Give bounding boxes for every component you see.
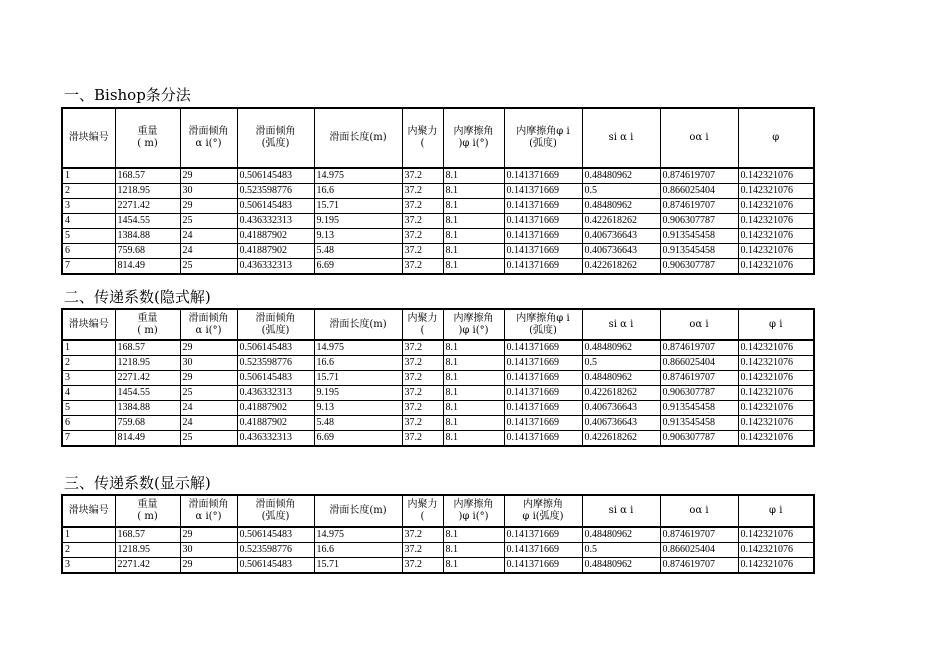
table-cell: 0.874619707 bbox=[660, 558, 738, 574]
table-cell: 0.141371669 bbox=[504, 259, 582, 275]
table-cell: 37.2 bbox=[402, 199, 443, 214]
table-cell: 0.142321076 bbox=[738, 199, 814, 214]
table-cell: 5 bbox=[62, 401, 115, 416]
header-label: 内聚力 bbox=[407, 126, 438, 137]
table-cell: 0.141371669 bbox=[504, 229, 582, 244]
table-row bbox=[62, 431, 814, 447]
table-cell: 37.2 bbox=[402, 386, 443, 401]
table-cell: 0.142321076 bbox=[738, 340, 814, 356]
table-cell: 37.2 bbox=[402, 184, 443, 199]
table-cell: 0.141371669 bbox=[504, 416, 582, 431]
table-cell: 5.48 bbox=[314, 244, 402, 259]
header-sublabel: ( m) bbox=[137, 138, 158, 149]
table-cell: 0.142321076 bbox=[738, 356, 814, 371]
header-label: oα i bbox=[689, 505, 709, 516]
table-cell: 16.6 bbox=[314, 184, 402, 199]
table-cell: 0.142321076 bbox=[738, 244, 814, 259]
table-cell: 0.141371669 bbox=[504, 214, 582, 229]
table-cell: 30 bbox=[180, 356, 237, 371]
header-label: 滑块编号 bbox=[68, 132, 109, 143]
header-label: 滑块编号 bbox=[68, 318, 109, 330]
header-sublabel: (弧度) bbox=[261, 138, 290, 149]
table-cell: 1 bbox=[62, 340, 115, 356]
header-sublabel: (弧度) bbox=[261, 324, 290, 336]
column-header bbox=[443, 495, 504, 527]
table-cell: 0.406736643 bbox=[582, 416, 660, 431]
table-cell: 8.1 bbox=[443, 356, 504, 371]
table-cell: 0.906307787 bbox=[660, 386, 738, 401]
table-cell: 0.906307787 bbox=[660, 214, 738, 229]
table-cell: 29 bbox=[180, 371, 237, 386]
table-cell: 6.69 bbox=[314, 259, 402, 275]
table-cell: 37.2 bbox=[402, 340, 443, 356]
table-cell: 7 bbox=[62, 431, 115, 447]
table-cell: 16.6 bbox=[314, 356, 402, 371]
table-cell: 6 bbox=[62, 416, 115, 431]
table-cell: 0.422618262 bbox=[582, 259, 660, 275]
table-cell: 0.142321076 bbox=[738, 214, 814, 229]
table-cell: 814.49 bbox=[115, 431, 180, 447]
column-header bbox=[237, 495, 314, 527]
table-cell: 0.142321076 bbox=[738, 168, 814, 184]
table-cell: 0.913545458 bbox=[660, 416, 738, 431]
table-cell: 0.523598776 bbox=[237, 543, 314, 558]
header-label: 滑面长度(m) bbox=[329, 132, 387, 143]
table-row bbox=[62, 543, 814, 558]
table-cell: 2 bbox=[62, 184, 115, 199]
column-header bbox=[402, 108, 443, 168]
table-cell: 0.506145483 bbox=[237, 558, 314, 574]
table-cell: 8.1 bbox=[443, 386, 504, 401]
table-cell: 0.866025404 bbox=[660, 356, 738, 371]
table-cell: 1 bbox=[62, 168, 115, 184]
table-cell: 0.874619707 bbox=[660, 340, 738, 356]
table-cell: 0.874619707 bbox=[660, 168, 738, 184]
table-cell: 29 bbox=[180, 527, 237, 543]
table-cell: 37.2 bbox=[402, 244, 443, 259]
table-cell: 9.195 bbox=[314, 386, 402, 401]
table-row bbox=[62, 168, 814, 184]
table-cell: 0.436332313 bbox=[237, 214, 314, 229]
table-cell: 2271.42 bbox=[115, 199, 180, 214]
table-cell: 0.406736643 bbox=[582, 401, 660, 416]
table-cell: 14.975 bbox=[314, 340, 402, 356]
table-cell: 29 bbox=[180, 168, 237, 184]
column-header bbox=[180, 495, 237, 527]
table-cell: 3 bbox=[62, 199, 115, 214]
column-header bbox=[314, 309, 402, 340]
table-cell: 4 bbox=[62, 214, 115, 229]
table-cell: 37.2 bbox=[402, 214, 443, 229]
table-cell: 0.523598776 bbox=[237, 184, 314, 199]
table-row bbox=[62, 401, 814, 416]
table-cell: 0.48480962 bbox=[582, 371, 660, 386]
table-cell: 37.2 bbox=[402, 259, 443, 275]
table-cell: 15.71 bbox=[314, 558, 402, 574]
table-cell: 0.406736643 bbox=[582, 244, 660, 259]
column-header bbox=[660, 495, 738, 527]
table-cell: 3 bbox=[62, 371, 115, 386]
table-cell: 0.142321076 bbox=[738, 386, 814, 401]
table-row bbox=[62, 229, 814, 244]
implicit-transfer-table bbox=[61, 308, 815, 447]
table-cell: 24 bbox=[180, 244, 237, 259]
table-cell: 0.41887902 bbox=[237, 401, 314, 416]
header-label: 内摩擦角 bbox=[453, 126, 494, 137]
table-row bbox=[62, 558, 814, 574]
table-cell: 0.141371669 bbox=[504, 184, 582, 199]
table-cell: 0.5 bbox=[582, 356, 660, 371]
table-cell: 759.68 bbox=[115, 416, 180, 431]
table-row bbox=[62, 214, 814, 229]
table-cell: 2 bbox=[62, 356, 115, 371]
table-row bbox=[62, 371, 814, 386]
header-sublabel: α i(°) bbox=[195, 138, 222, 149]
table-cell: 37.2 bbox=[402, 401, 443, 416]
table-row bbox=[62, 199, 814, 214]
table-cell: 0.913545458 bbox=[660, 401, 738, 416]
table-cell: 814.49 bbox=[115, 259, 180, 275]
table-cell: 0.48480962 bbox=[582, 558, 660, 574]
table-cell: 0.48480962 bbox=[582, 340, 660, 356]
table-cell: 14.975 bbox=[314, 527, 402, 543]
table-cell: 8.1 bbox=[443, 527, 504, 543]
table-cell: 0.141371669 bbox=[504, 401, 582, 416]
column-header bbox=[582, 495, 660, 527]
table-cell: 0.141371669 bbox=[504, 558, 582, 574]
table-cell: 0.506145483 bbox=[237, 527, 314, 543]
table-cell: 759.68 bbox=[115, 244, 180, 259]
column-header bbox=[237, 309, 314, 340]
column-header bbox=[180, 108, 237, 168]
table-cell: 0.866025404 bbox=[660, 543, 738, 558]
column-header bbox=[314, 108, 402, 168]
table-cell: 7 bbox=[62, 259, 115, 275]
table-cell: 8.1 bbox=[443, 214, 504, 229]
table-cell: 15.71 bbox=[314, 371, 402, 386]
table-cell: 3 bbox=[62, 558, 115, 574]
table-cell: 37.2 bbox=[402, 431, 443, 447]
header-sublabel: (弧度) bbox=[261, 511, 290, 522]
header-label: 滑面倾角 bbox=[188, 312, 229, 324]
table-cell: 0.41887902 bbox=[237, 244, 314, 259]
table-cell: 8.1 bbox=[443, 168, 504, 184]
table-cell: 0.141371669 bbox=[504, 543, 582, 558]
table-cell: 8.1 bbox=[443, 259, 504, 275]
header-label: si α i bbox=[608, 505, 634, 516]
table-cell: 0.5 bbox=[582, 543, 660, 558]
header-label: 内聚力 bbox=[407, 499, 438, 510]
table-cell: 0.874619707 bbox=[660, 371, 738, 386]
table-cell: 0.142321076 bbox=[738, 558, 814, 574]
table-cell: 0.506145483 bbox=[237, 371, 314, 386]
table-cell: 0.422618262 bbox=[582, 214, 660, 229]
table-cell: 0.141371669 bbox=[504, 244, 582, 259]
table-cell: 14.975 bbox=[314, 168, 402, 184]
table-cell: 168.57 bbox=[115, 527, 180, 543]
table-row bbox=[62, 259, 814, 275]
header-sublabel: φ i(弧度) bbox=[522, 511, 564, 522]
column-header bbox=[738, 108, 814, 168]
table-cell: 30 bbox=[180, 543, 237, 558]
header-label: 滑面倾角 bbox=[255, 126, 296, 137]
header-label: 滑面倾角 bbox=[188, 126, 229, 137]
table-cell: 37.2 bbox=[402, 558, 443, 574]
header-sublabel: )φ i(°) bbox=[458, 511, 489, 522]
table-row bbox=[62, 416, 814, 431]
table-cell: 0.422618262 bbox=[582, 386, 660, 401]
header-label: si α i bbox=[608, 132, 634, 143]
table-cell: 1384.88 bbox=[115, 401, 180, 416]
table-cell: 37.2 bbox=[402, 356, 443, 371]
table-cell: 1384.88 bbox=[115, 229, 180, 244]
header-sublabel: (弧度) bbox=[529, 324, 557, 336]
table-cell: 0.141371669 bbox=[504, 356, 582, 371]
column-header bbox=[443, 309, 504, 340]
header-row bbox=[62, 495, 814, 527]
table-cell: 0.141371669 bbox=[504, 199, 582, 214]
header-sublabel: α i(°) bbox=[195, 511, 222, 522]
header-label: φ bbox=[772, 132, 780, 143]
table-row bbox=[62, 184, 814, 199]
header-label: 滑面长度(m) bbox=[329, 505, 387, 516]
table-cell: 16.6 bbox=[314, 543, 402, 558]
table-cell: 29 bbox=[180, 558, 237, 574]
explicit-transfer-table bbox=[61, 494, 815, 574]
column-header bbox=[115, 309, 180, 340]
table-cell: 37.2 bbox=[402, 229, 443, 244]
table-cell: 1218.95 bbox=[115, 356, 180, 371]
header-label: φ i bbox=[769, 505, 783, 516]
table-cell: 25 bbox=[180, 214, 237, 229]
table-cell: 37.2 bbox=[402, 416, 443, 431]
header-label: 内聚力 bbox=[407, 312, 438, 324]
table-cell: 0.906307787 bbox=[660, 259, 738, 275]
table-cell: 0.141371669 bbox=[504, 340, 582, 356]
table-cell: 0.506145483 bbox=[237, 168, 314, 184]
table-cell: 8.1 bbox=[443, 431, 504, 447]
table-row bbox=[62, 244, 814, 259]
table-cell: 0.142321076 bbox=[738, 184, 814, 199]
column-header bbox=[582, 309, 660, 340]
table-cell: 0.142321076 bbox=[738, 229, 814, 244]
header-sublabel: ( bbox=[420, 324, 425, 336]
table-cell: 24 bbox=[180, 401, 237, 416]
table-cell: 9.195 bbox=[314, 214, 402, 229]
table-cell: 9.13 bbox=[314, 401, 402, 416]
header-sublabel: )φ i(°) bbox=[458, 324, 489, 336]
header-label: 滑面倾角 bbox=[255, 312, 296, 324]
table-cell: 0.913545458 bbox=[660, 229, 738, 244]
table-cell: 8.1 bbox=[443, 244, 504, 259]
table-cell: 2271.42 bbox=[115, 371, 180, 386]
table-cell: 0.436332313 bbox=[237, 431, 314, 447]
table-cell: 6.69 bbox=[314, 431, 402, 447]
header-label: 滑面长度(m) bbox=[329, 318, 387, 330]
column-header bbox=[402, 495, 443, 527]
table-cell: 6 bbox=[62, 244, 115, 259]
table-cell: 0.436332313 bbox=[237, 386, 314, 401]
table-row bbox=[62, 386, 814, 401]
table-cell: 0.906307787 bbox=[660, 431, 738, 447]
table-cell: 0.142321076 bbox=[738, 431, 814, 447]
column-header bbox=[62, 495, 115, 527]
column-header bbox=[314, 495, 402, 527]
header-label: 内摩擦角 bbox=[453, 499, 494, 510]
table-cell: 0.141371669 bbox=[504, 431, 582, 447]
column-header bbox=[582, 108, 660, 168]
table-cell: 37.2 bbox=[402, 543, 443, 558]
column-header bbox=[115, 495, 180, 527]
table-cell: 0.874619707 bbox=[660, 199, 738, 214]
bishop-table bbox=[61, 107, 815, 275]
table-cell: 0.436332313 bbox=[237, 259, 314, 275]
column-header bbox=[115, 108, 180, 168]
table-cell: 25 bbox=[180, 259, 237, 275]
table-cell: 30 bbox=[180, 184, 237, 199]
table-cell: 37.2 bbox=[402, 527, 443, 543]
table-cell: 8.1 bbox=[443, 340, 504, 356]
table-cell: 0.142321076 bbox=[738, 543, 814, 558]
table-cell: 0.406736643 bbox=[582, 229, 660, 244]
table-cell: 25 bbox=[180, 386, 237, 401]
table-cell: 0.141371669 bbox=[504, 527, 582, 543]
header-sublabel: α i(°) bbox=[195, 324, 222, 336]
header-sublabel: )φ i(°) bbox=[458, 138, 489, 149]
table-row bbox=[62, 356, 814, 371]
table-cell: 1454.55 bbox=[115, 214, 180, 229]
table-cell: 8.1 bbox=[443, 416, 504, 431]
table-cell: 1454.55 bbox=[115, 386, 180, 401]
table-cell: 0.913545458 bbox=[660, 244, 738, 259]
table-cell: 0.874619707 bbox=[660, 527, 738, 543]
table-cell: 4 bbox=[62, 386, 115, 401]
section-title-explicit: 三、传递系数(显示解) bbox=[64, 474, 211, 492]
table-cell: 0.523598776 bbox=[237, 356, 314, 371]
table-cell: 24 bbox=[180, 229, 237, 244]
header-sublabel: ( m) bbox=[137, 324, 158, 336]
table-cell: 0.142321076 bbox=[738, 401, 814, 416]
column-header bbox=[504, 495, 582, 527]
header-sublabel: ( m) bbox=[137, 511, 158, 522]
table-cell: 0.142321076 bbox=[738, 527, 814, 543]
column-header bbox=[443, 108, 504, 168]
table-cell: 1218.95 bbox=[115, 543, 180, 558]
table-cell: 24 bbox=[180, 416, 237, 431]
table-cell: 0.41887902 bbox=[237, 416, 314, 431]
table-cell: 8.1 bbox=[443, 229, 504, 244]
section-title-bishop: 一、Bishop条分法 bbox=[64, 86, 191, 104]
table-cell: 8.1 bbox=[443, 543, 504, 558]
header-label: oα i bbox=[689, 132, 709, 143]
header-label: 滑面倾角 bbox=[255, 499, 296, 510]
table-cell: 0.866025404 bbox=[660, 184, 738, 199]
table-cell: 9.13 bbox=[314, 229, 402, 244]
header-label: 滑面倾角 bbox=[188, 499, 229, 510]
header-label: φ i bbox=[769, 318, 783, 330]
header-row bbox=[62, 108, 814, 168]
column-header bbox=[62, 309, 115, 340]
table-cell: 0.142321076 bbox=[738, 259, 814, 275]
table-cell: 2271.42 bbox=[115, 558, 180, 574]
header-label: 重量 bbox=[137, 312, 158, 324]
table-cell: 0.142321076 bbox=[738, 416, 814, 431]
table-cell: 15.71 bbox=[314, 199, 402, 214]
header-label: 内摩擦角φ i bbox=[516, 126, 570, 137]
table-cell: 37.2 bbox=[402, 371, 443, 386]
table-cell: 37.2 bbox=[402, 168, 443, 184]
header-label: 内摩擦角 bbox=[453, 312, 494, 324]
table-cell: 0.506145483 bbox=[237, 199, 314, 214]
header-label: 滑块编号 bbox=[68, 505, 109, 516]
column-header bbox=[738, 495, 814, 527]
table-cell: 0.506145483 bbox=[237, 340, 314, 356]
table-cell: 0.41887902 bbox=[237, 229, 314, 244]
table-cell: 8.1 bbox=[443, 401, 504, 416]
column-header bbox=[62, 108, 115, 168]
table-row bbox=[62, 340, 814, 356]
table-cell: 168.57 bbox=[115, 168, 180, 184]
header-label: 内摩擦角φ i bbox=[516, 312, 570, 324]
column-header bbox=[504, 108, 582, 168]
table-cell: 5 bbox=[62, 229, 115, 244]
header-sublabel: ( bbox=[420, 511, 425, 522]
table-cell: 0.141371669 bbox=[504, 371, 582, 386]
table-cell: 25 bbox=[180, 431, 237, 447]
table-cell: 8.1 bbox=[443, 184, 504, 199]
header-sublabel: ( bbox=[420, 138, 425, 149]
header-label: 重量 bbox=[137, 126, 158, 137]
table-cell: 0.422618262 bbox=[582, 431, 660, 447]
table-cell: 0.142321076 bbox=[738, 371, 814, 386]
table-cell: 0.5 bbox=[582, 184, 660, 199]
header-label: 内摩擦角 bbox=[523, 499, 563, 510]
table-cell: 0.48480962 bbox=[582, 199, 660, 214]
table-cell: 0.141371669 bbox=[504, 386, 582, 401]
header-sublabel: (弧度) bbox=[529, 138, 557, 149]
table-cell: 1218.95 bbox=[115, 184, 180, 199]
table-cell: 8.1 bbox=[443, 199, 504, 214]
column-header bbox=[504, 309, 582, 340]
column-header bbox=[237, 108, 314, 168]
header-row bbox=[62, 309, 814, 340]
table-cell: 29 bbox=[180, 199, 237, 214]
table-cell: 8.1 bbox=[443, 558, 504, 574]
table-row bbox=[62, 527, 814, 543]
section-title-implicit: 二、传递系数(隐式解) bbox=[64, 288, 211, 306]
table-cell: 0.48480962 bbox=[582, 527, 660, 543]
table-cell: 5.48 bbox=[314, 416, 402, 431]
column-header bbox=[402, 309, 443, 340]
column-header bbox=[660, 309, 738, 340]
column-header bbox=[738, 309, 814, 340]
table-cell: 0.141371669 bbox=[504, 168, 582, 184]
table-cell: 0.48480962 bbox=[582, 168, 660, 184]
header-label: 重量 bbox=[137, 499, 158, 510]
column-header bbox=[660, 108, 738, 168]
table-cell: 29 bbox=[180, 340, 237, 356]
table-cell: 1 bbox=[62, 527, 115, 543]
column-header bbox=[180, 309, 237, 340]
header-label: si α i bbox=[608, 318, 634, 330]
table-cell: 2 bbox=[62, 543, 115, 558]
header-label: oα i bbox=[689, 318, 709, 330]
table-cell: 8.1 bbox=[443, 371, 504, 386]
table-cell: 168.57 bbox=[115, 340, 180, 356]
